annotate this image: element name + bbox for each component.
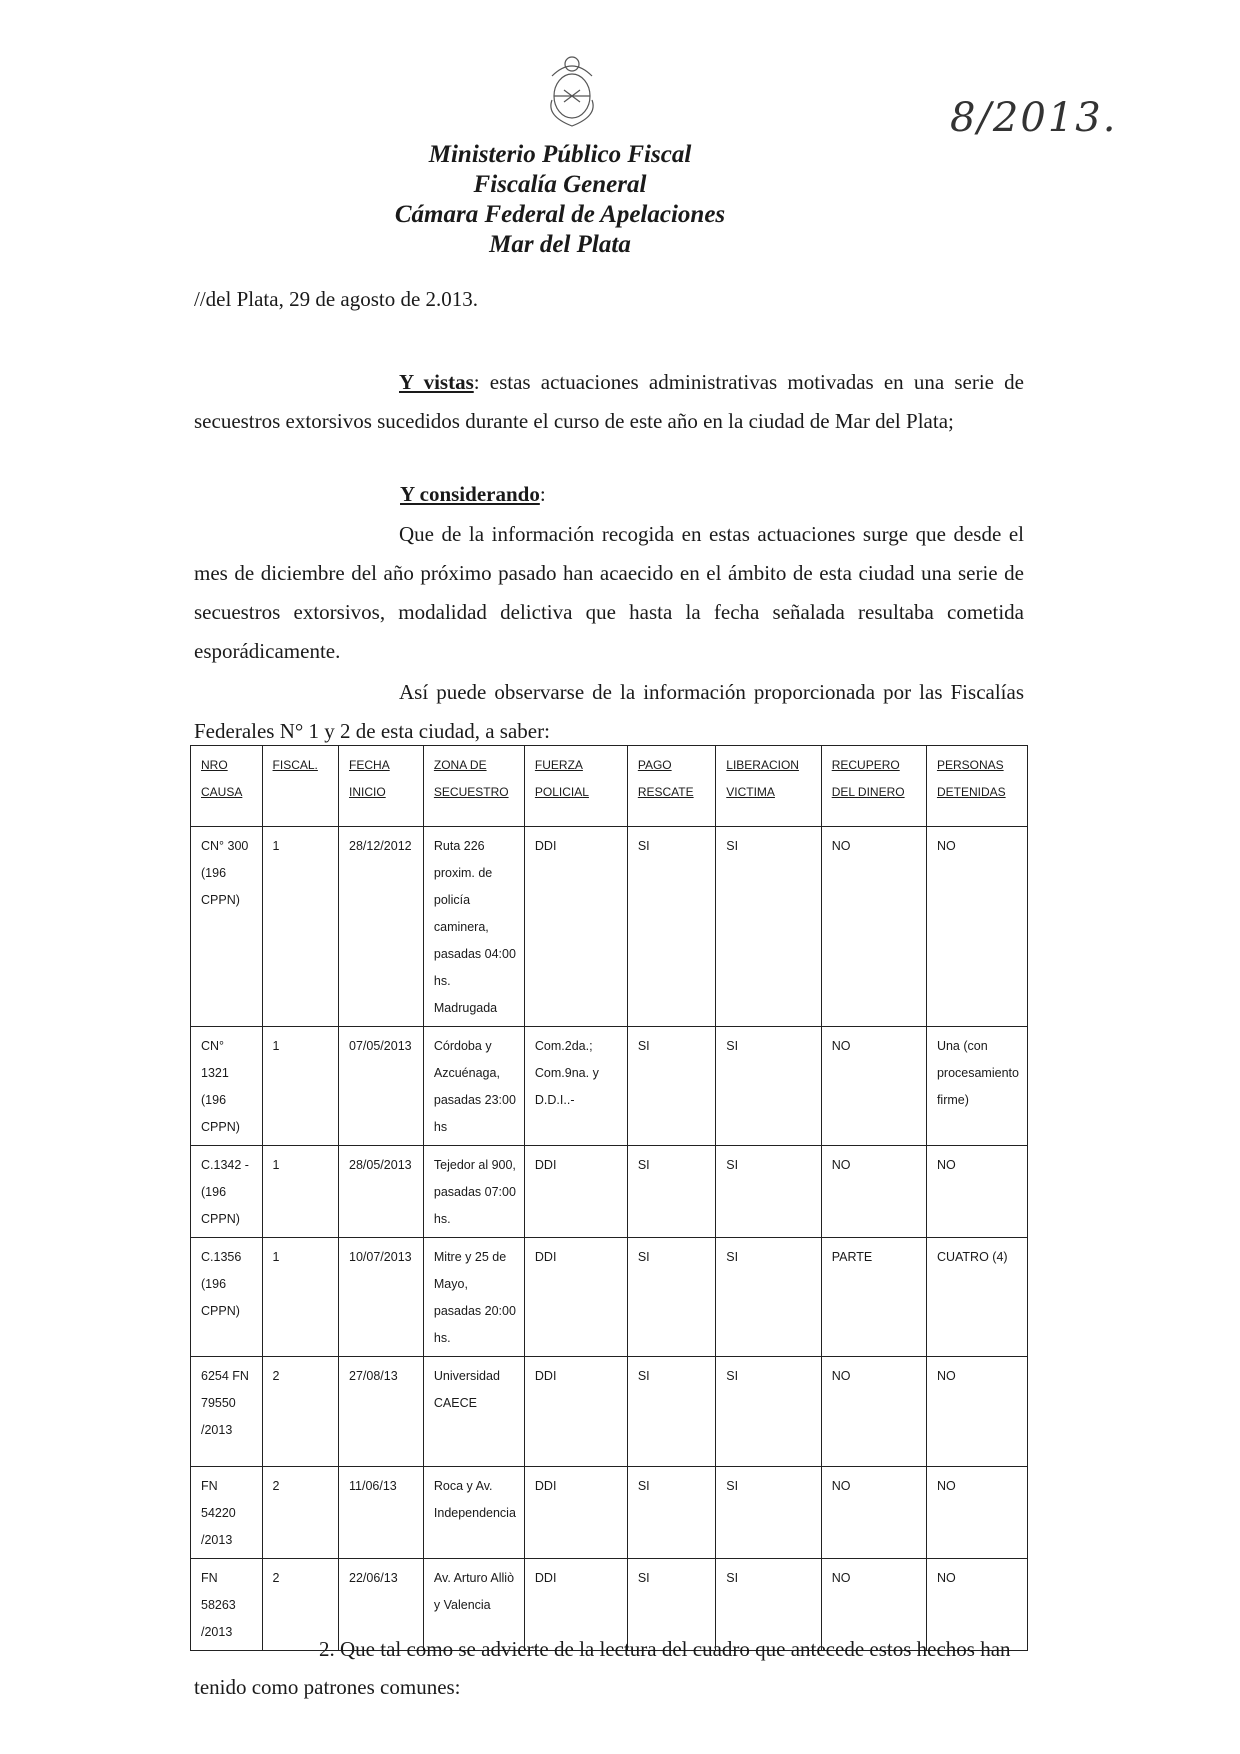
table-cell: NO [926, 1559, 1027, 1651]
table-cell: NO [926, 1146, 1027, 1238]
table-cell: Ruta 226 proxim. de policía caminera, pasadas 04:00 hs. Madrugada [423, 827, 524, 1027]
table-cell: Av. Arturo Alliò y Valencia [423, 1559, 524, 1651]
table-cell: CN° 1321 (196 CPPN) [191, 1027, 263, 1146]
table-cell: 2 [262, 1467, 339, 1559]
table-cell: Tejedor al 900, pasadas 07:00 hs. [423, 1146, 524, 1238]
vistas-heading: Y vistas [399, 370, 474, 394]
table-cell: NO [821, 827, 926, 1027]
table-cell: 11/06/13 [339, 1467, 424, 1559]
header-line-court: Cámara Federal de Apelaciones [394, 201, 726, 228]
considerando-paragraph-2: Así puede observarse de la información proporcionada por las Fiscalías Federales N° 1 y 2 de esta ciudad, a saber: [194, 680, 1024, 743]
handwritten-annotation: 8/2013. [950, 95, 1118, 141]
table-cell: SI [627, 1027, 715, 1146]
table-cell: Universidad CAECE [423, 1357, 524, 1467]
vistas-paragraph [194, 363, 1024, 441]
table-cell: C.1342 -(196 CPPN) [191, 1146, 263, 1238]
table-cell: Mitre y 25 de Mayo, pasadas 20:00 hs. [423, 1238, 524, 1357]
table-cell: 2 [262, 1357, 339, 1467]
table-cell: SI [716, 1238, 821, 1357]
table-cell: 1 [262, 1146, 339, 1238]
table-cell: FN 54220 /2013 [191, 1467, 263, 1559]
table-cell: 1 [262, 827, 339, 1027]
table-row [191, 1357, 1028, 1467]
considerando-colon: : [539, 482, 546, 506]
coat-of-arms-seal-icon [540, 50, 604, 130]
header-line-city: Mar del Plata [489, 231, 631, 258]
table-cell: FN 58263 /2013 [191, 1559, 263, 1651]
closing-paragraph: 2. Que tal como se advierte de la lectura del cuadro que antecede estos hechos han tenido como patrones comunes: [194, 1637, 1011, 1699]
header-line-office: Fiscalía General [473, 171, 647, 198]
table-cell: NO [926, 827, 1027, 1027]
table-header-row [191, 746, 1028, 827]
table-cell: NO [821, 1357, 926, 1467]
table-cell: SI [627, 1467, 715, 1559]
table-cell: 28/05/2013 [339, 1146, 424, 1238]
table-header-cell: PAGO RESCATE [627, 746, 715, 827]
table-cell: SI [627, 1146, 715, 1238]
table-cell: Una (con procesamiento firme) [926, 1027, 1027, 1146]
table-cell: 2 [262, 1559, 339, 1651]
table-cell: SI [716, 1027, 821, 1146]
table-cell: SI [716, 1559, 821, 1651]
kidnapping-cases-table [190, 745, 1028, 1651]
document-header [340, 140, 780, 260]
considerando-heading: Y considerando [400, 482, 540, 506]
date-line: //del Plata, 29 de agosto de 2.013. [194, 287, 479, 311]
table-cell: PARTE [821, 1238, 926, 1357]
table-cell: CN° 300 (196 CPPN) [191, 827, 263, 1027]
table-cell: SI [627, 1357, 715, 1467]
table-row [191, 827, 1028, 1027]
table-cell: 1 [262, 1238, 339, 1357]
table-cell: NO [821, 1146, 926, 1238]
table-header-cell: FECHA INICIO [339, 746, 424, 827]
table-cell: SI [627, 827, 715, 1027]
table-cell: DDI [524, 1238, 627, 1357]
table-header-cell: FISCAL. [262, 746, 339, 827]
table-cell: NO [821, 1559, 926, 1651]
table-cell: C.1356 (196 CPPN) [191, 1238, 263, 1357]
table-row [191, 1027, 1028, 1146]
table-cell: DDI [524, 1357, 627, 1467]
table-header-cell: FUERZA POLICIAL [524, 746, 627, 827]
table-header-cell: LIBERACION VICTIMA [716, 746, 821, 827]
table-cell: SI [716, 827, 821, 1027]
table-cell: Com.2da.; Com.9na. y D.D.I..- [524, 1027, 627, 1146]
table-cell: CUATRO (4) [926, 1238, 1027, 1357]
table-cell: Roca y Av. Independencia [423, 1467, 524, 1559]
table-header-cell: ZONA DE SECUESTRO [423, 746, 524, 827]
table-cell: 28/12/2012 [339, 827, 424, 1027]
table-cell: 07/05/2013 [339, 1027, 424, 1146]
table-cell: NO [821, 1027, 926, 1146]
table-body [191, 827, 1028, 1651]
table-cell: DDI [524, 1146, 627, 1238]
table-row [191, 1238, 1028, 1357]
table-cell: 10/07/2013 [339, 1238, 424, 1357]
table-cell: SI [716, 1357, 821, 1467]
table-cell: Córdoba y Azcuénaga, pasadas 23:00 hs [423, 1027, 524, 1146]
table-cell: 27/08/13 [339, 1357, 424, 1467]
table-row [191, 1146, 1028, 1238]
table-cell: DDI [524, 827, 627, 1027]
header-line-ministry: Ministerio Público Fiscal [428, 141, 692, 168]
table-header-cell: RECUPERO DEL DINERO [821, 746, 926, 827]
considerando-heading-line [400, 475, 800, 514]
table-cell: 6254 FN 79550 /2013 [191, 1357, 263, 1467]
table-cell: DDI [524, 1467, 627, 1559]
table-cell: SI [627, 1559, 715, 1651]
table-cell: NO [926, 1467, 1027, 1559]
vistas-text: : estas actuaciones administrativas motivadas en una serie de secuestros extorsivos sucedidos durante el curso de este año en la ciudad de Mar del Plata; [194, 370, 1024, 433]
table-cell: DDI [524, 1559, 627, 1651]
table-cell: 22/06/13 [339, 1559, 424, 1651]
table-cell: NO [821, 1467, 926, 1559]
table-cell: SI [627, 1238, 715, 1357]
table-cell: SI [716, 1467, 821, 1559]
considerando-paragraph-1: Que de la información recogida en estas actuaciones surge que desde el mes de diciembre del año próximo pasado han acaecido en el ámbito de esta ciudad una serie de secuestros extorsivos, modalidad delictiva que hasta la fecha señalada resultaba cometida esporádicamente. [194, 522, 1024, 663]
table-cell: SI [716, 1146, 821, 1238]
table-row [191, 1467, 1028, 1559]
table-header-cell: PERSONAS DETENIDAS [926, 746, 1027, 827]
table-header-cell: NRO CAUSA [191, 746, 263, 827]
table-cell: NO [926, 1357, 1027, 1467]
table-cell: 1 [262, 1027, 339, 1146]
